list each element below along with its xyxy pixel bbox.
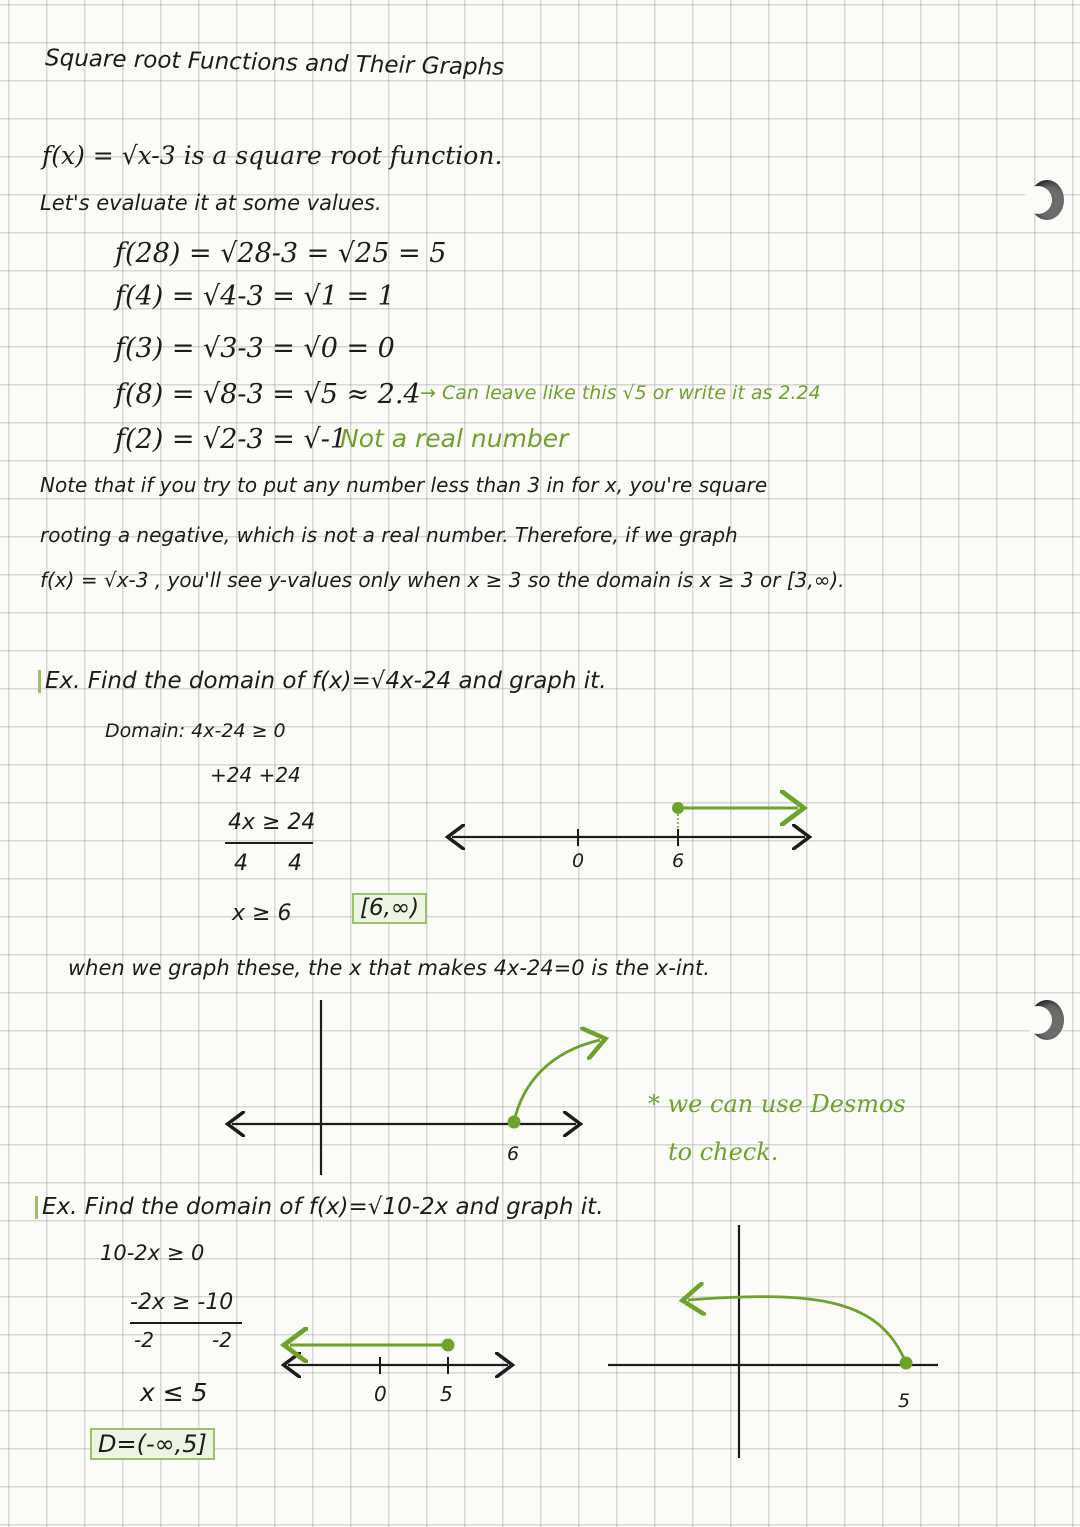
graph1-xint-label: 6 [507, 1143, 520, 1165]
note-line-2: rooting a negative, which is not a real number. Therefore, if we graph [40, 523, 738, 547]
example2-prompt: Ex. Find the domain of f(x)=√10-2x and graph it. [35, 1196, 604, 1219]
definition-line: f(x) = √x-3 is a square root function. [42, 141, 503, 170]
example1-graph-note: when we graph these, the x that makes 4x-24=0 is the x-int. [68, 956, 710, 980]
graph2-xint-point [900, 1357, 913, 1370]
desmos-note-line-1: * we can use Desmos [648, 1090, 906, 1118]
numberline2-label-5: 5 [440, 1382, 453, 1406]
numberline1-label-0: 0 [572, 850, 585, 872]
example1-den-right: 4 [288, 851, 302, 876]
evaluation-1: f(28) = √28-3 = √25 = 5 [115, 238, 447, 269]
evaluation-3: f(3) = √3-3 = √0 = 0 [115, 333, 395, 364]
example1-domain-step: Domain: 4x-24 ≥ 0 [105, 720, 286, 742]
evaluate-label: Let's evaluate it at some values. [40, 191, 382, 215]
note-line-1: Note that if you try to put any number less than 3 in for x, you're square [40, 473, 768, 497]
evaluation-4: f(8) = √8-3 = √5 ≈ 2.4 [115, 379, 421, 410]
example1-den-left: 4 [234, 851, 248, 876]
note-line-3: f(x) = √x-3 , you'll see y-values only when x ≥ 3 so the domain is x ≥ 3 or [3,∞). [40, 568, 845, 592]
example1-mult-step: 4x ≥ 24 [228, 810, 316, 835]
evaluation-note: → Can leave like this √5 or write it as 2.24 [420, 382, 821, 404]
graph2-curve [688, 1297, 906, 1363]
example2-interval: D=(-∞,5] [90, 1428, 215, 1460]
evaluation-5: f(2) = √2-3 = √-1 [115, 424, 348, 455]
example2-result: x ≤ 5 [140, 1378, 208, 1407]
not-real-note: Not a real number [340, 424, 569, 453]
graph2-xint-label: 5 [898, 1390, 911, 1412]
numberline2-label-0: 0 [374, 1382, 387, 1406]
example1-interval: [6,∞) [352, 893, 427, 924]
example2-den-left: -2 [134, 1328, 154, 1352]
example1-add-step: +24 +24 [210, 763, 301, 787]
example2-den-right: -2 [212, 1328, 232, 1352]
example2-sub-step: -2x ≥ -10 [130, 1290, 234, 1315]
example1-prompt: Ex. Find the domain of f(x)=√4x-24 and graph it. [38, 670, 607, 693]
example2-ineq-step: 10-2x ≥ 0 [100, 1241, 205, 1265]
page-title: Square root Functions and Their Graphs [44, 45, 505, 81]
example1-result: x ≥ 6 [232, 901, 292, 926]
desmos-note-line-2: to check. [668, 1138, 779, 1166]
numberline1-label-6: 6 [672, 850, 685, 872]
evaluation-2: f(4) = √4-3 = √1 = 1 [115, 281, 395, 312]
